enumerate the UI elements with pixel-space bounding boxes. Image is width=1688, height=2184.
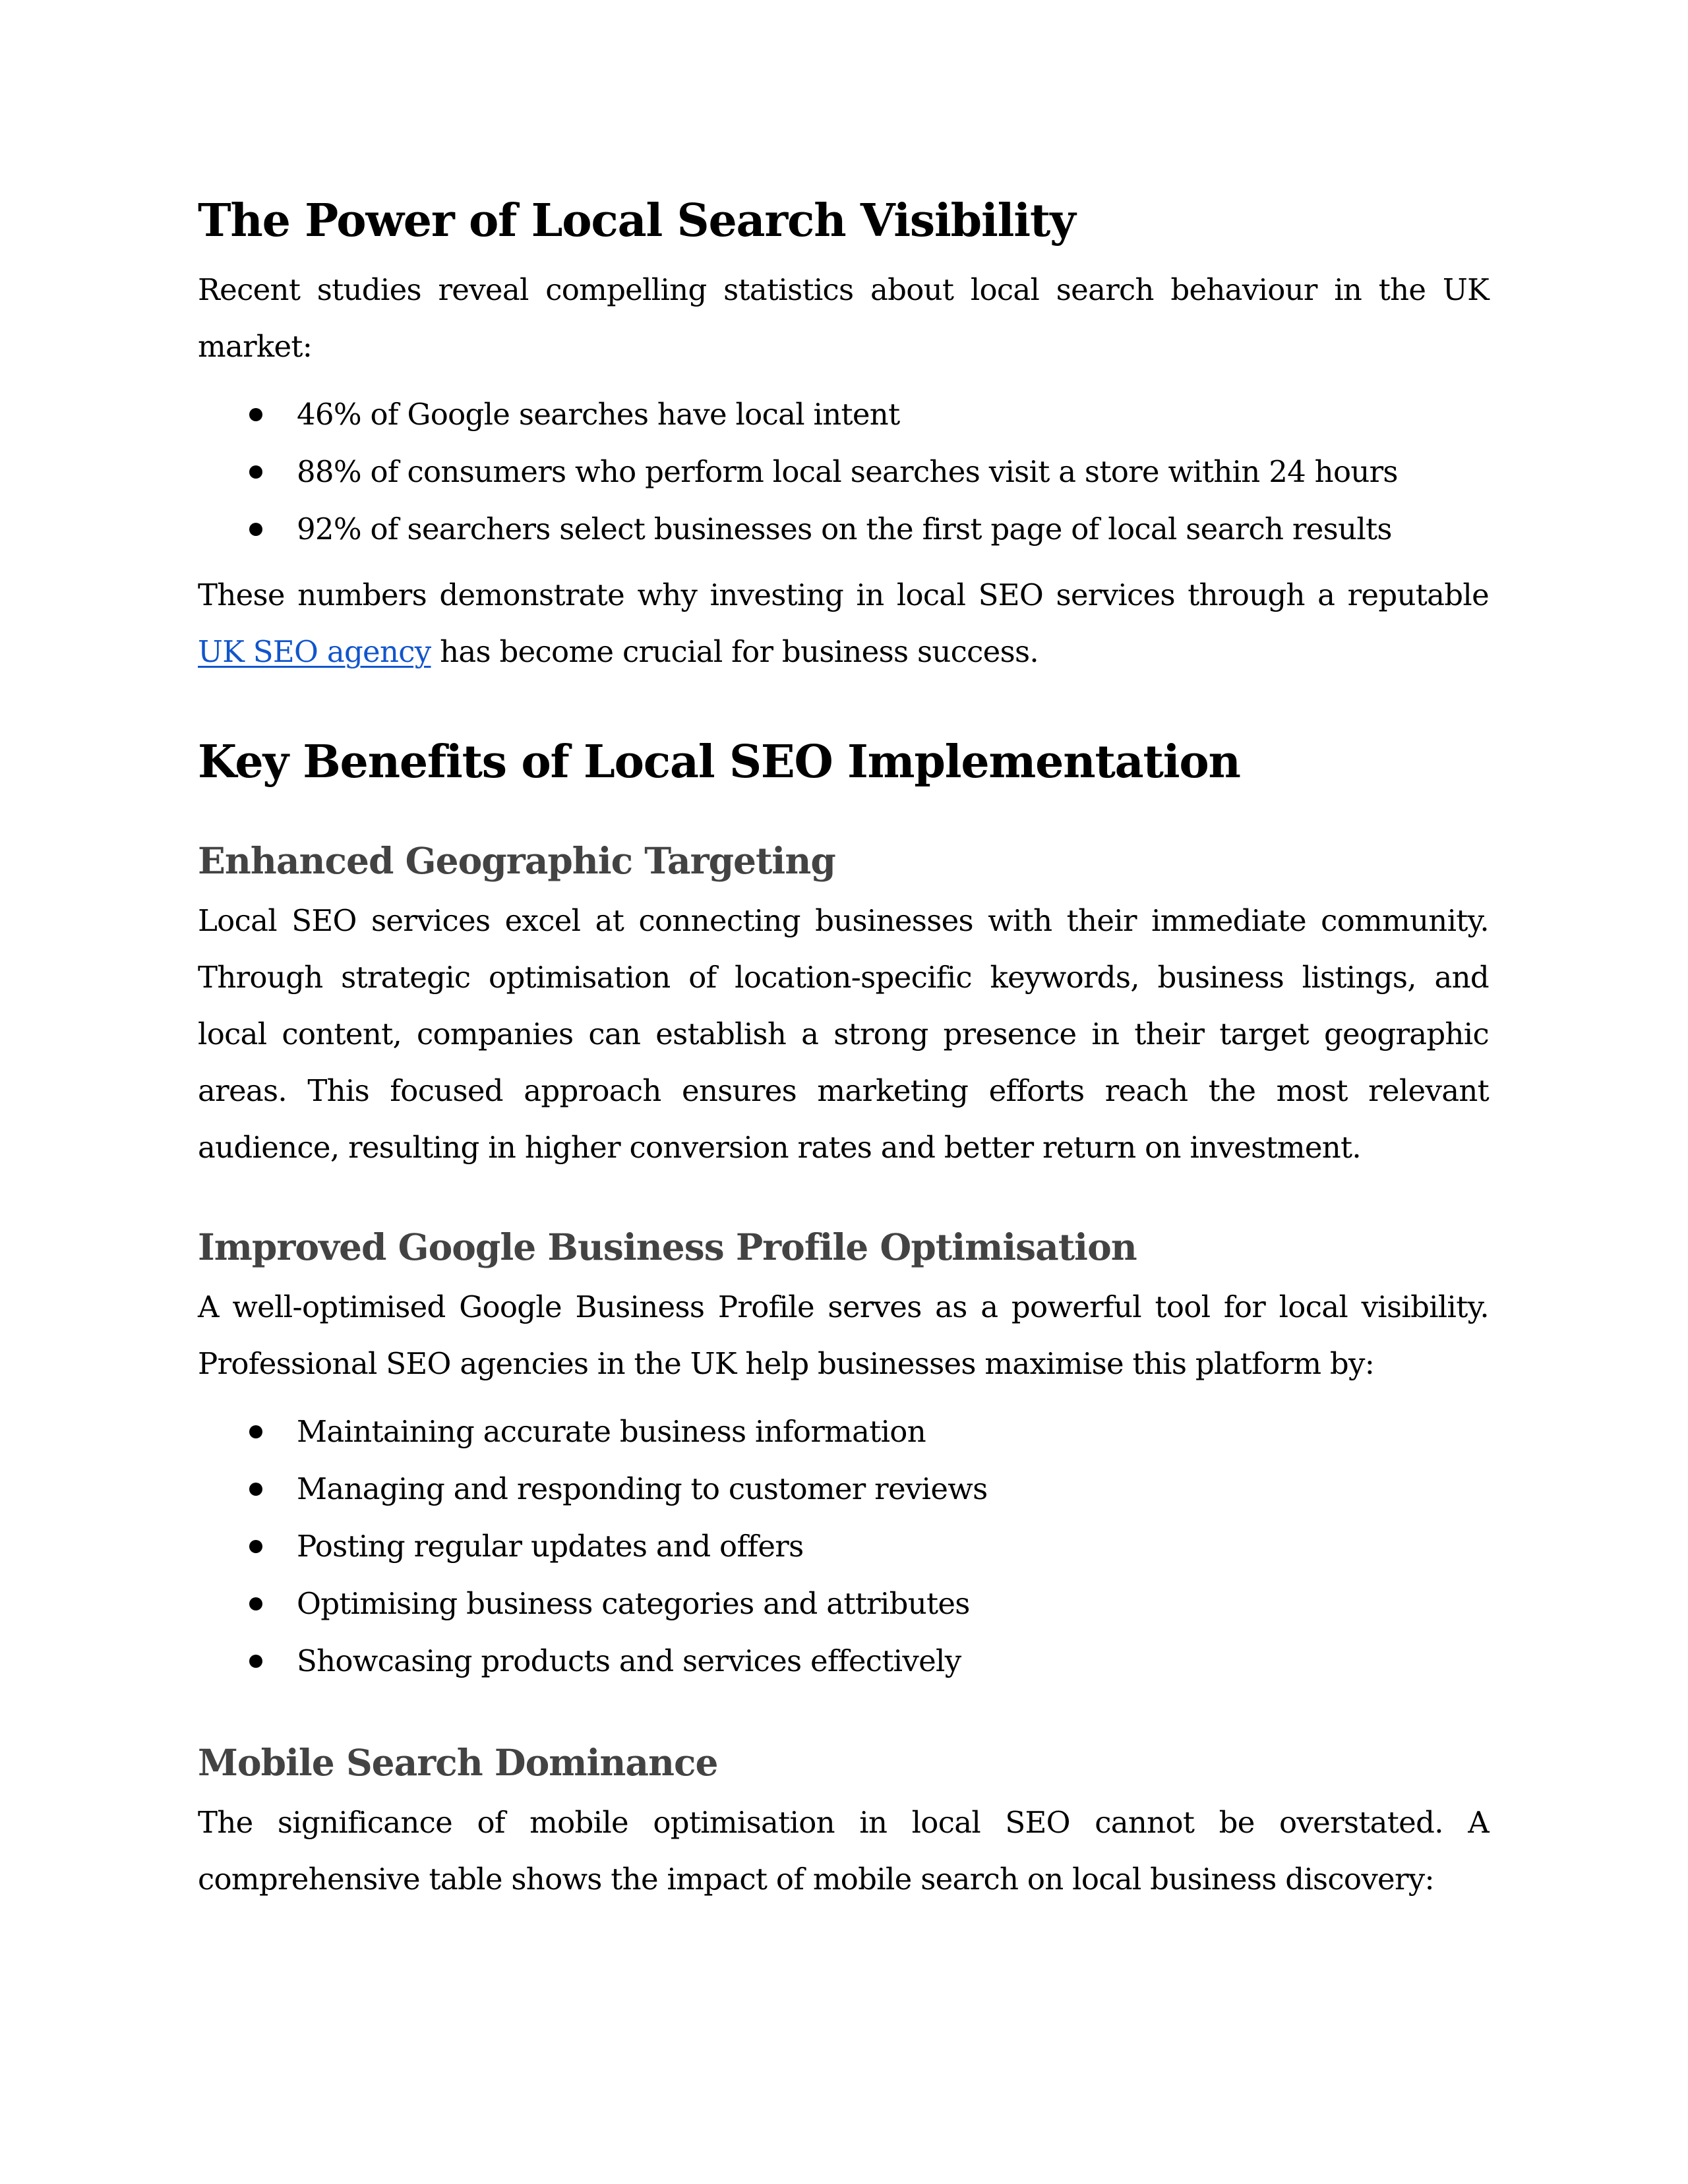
list-item-text: Showcasing products and services effectively — [297, 1643, 961, 1678]
heading-gbp: Improved Google Business Profile Optimisation — [198, 1225, 1137, 1268]
bullet-icon — [249, 1655, 262, 1668]
heading-geographic: Enhanced Geographic Targeting — [198, 839, 835, 882]
list-item — [198, 1632, 1489, 1690]
list-gbp-tasks — [198, 1403, 1489, 1690]
list-item-text: Optimising business categories and attributes — [297, 1586, 970, 1621]
list-item-text: 46% of Google searches have local intent — [297, 397, 900, 432]
list-item-text: 92% of searchers select businesses on the first page of local search results — [297, 512, 1392, 546]
heading-benefits: Key Benefits of Local SEO Implementation — [198, 736, 1240, 788]
list-item-text: Posting regular updates and offers — [297, 1529, 804, 1564]
bullet-icon — [249, 1540, 262, 1553]
list-item — [198, 1518, 1489, 1575]
list-item — [198, 1460, 1489, 1518]
conclusion-text-after: has become crucial for business success. — [431, 634, 1039, 669]
paragraph-geographic: Local SEO services excel at connecting businesses with their immediate community. Through strategic optimisation of location-specific keywords, business listings, and local content, companies can establish a strong presence in their target geographic areas. This focused approach ensures marketing efforts reach the most relevant audience, resulting in higher conversion rates and better return on investment. — [198, 903, 1489, 1165]
paragraph-mobile: The significance of mobile optimisation in local SEO cannot be overstated. A comprehensive table shows the impact of mobile search on local business discovery: — [198, 1805, 1489, 1897]
list-item — [198, 1575, 1489, 1632]
list-item — [198, 443, 1489, 500]
list-item-text: 88% of consumers who perform local searches visit a store within 24 hours — [297, 454, 1398, 489]
paragraph-gbp-intro: A well-optimised Google Business Profile serves as a powerful tool for local visibility. Professional SEO agencies in the UK help businesses maximise this platform by: — [198, 1289, 1489, 1381]
list-item-text: Maintaining accurate business information — [297, 1414, 926, 1449]
bullet-icon — [249, 1425, 262, 1438]
heading-power: The Power of Local Search Visibility — [198, 194, 1075, 247]
conclusion-text-before: These numbers demonstrate why investing in local SEO services through a reputable — [198, 577, 1489, 612]
bullet-icon — [249, 1597, 262, 1610]
list-item-text: Managing and responding to customer reviews — [297, 1471, 988, 1506]
paragraph-power-conclusion — [198, 567, 1489, 680]
uk-seo-agency-link[interactable]: UK SEO agency — [198, 634, 431, 669]
bullet-icon — [249, 1483, 262, 1496]
list-power-stats — [198, 386, 1489, 558]
list-item — [198, 1403, 1489, 1460]
bullet-icon — [249, 465, 262, 479]
list-item — [198, 500, 1489, 558]
bullet-icon — [249, 523, 262, 536]
bullet-icon — [249, 408, 262, 421]
paragraph-power-intro: Recent studies reveal compelling statistics about local search behaviour in the UK market: — [198, 272, 1489, 364]
list-item — [198, 386, 1489, 443]
heading-mobile: Mobile Search Dominance — [198, 1741, 718, 1784]
